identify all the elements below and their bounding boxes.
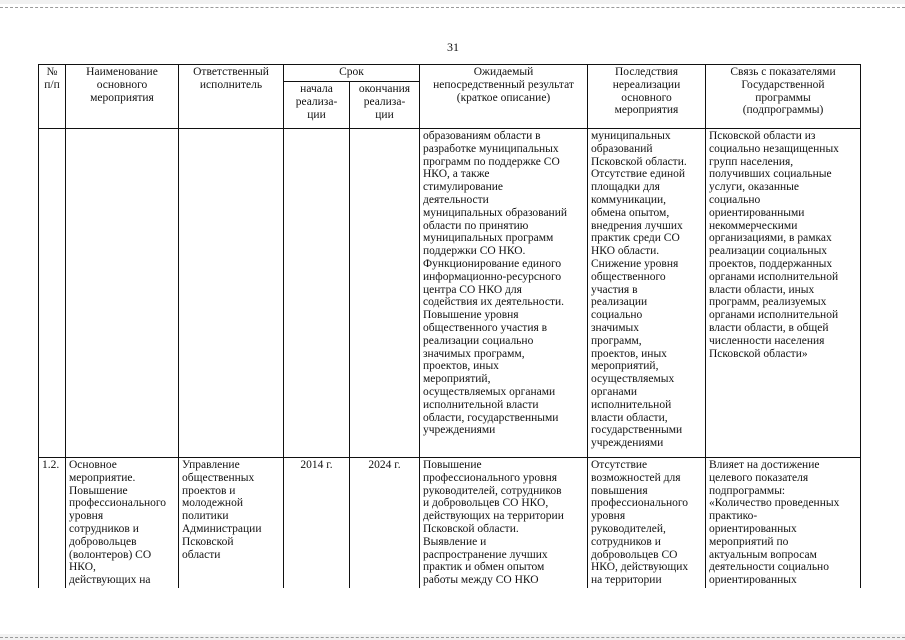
cell-result: Повышение профессионального уровня руководителей, сотрудников и добровольцев СО НКО, действующих на территории Псковской области. Выявление и распространение лучших практик и обмен опытом работы между СО НКО: [420, 458, 588, 588]
col-header-end: окончания реализа- ции: [350, 82, 420, 129]
cell-start: [284, 129, 350, 458]
col-header-link: Связь с показателями Государственной программы (подпрограммы): [706, 65, 861, 129]
table-row: [39, 129, 861, 458]
scan-edge-top: [0, 7, 905, 8]
cell-end: [350, 129, 420, 458]
col-header-start: начала реализа- ции: [284, 82, 350, 129]
col-header-result: Ожидаемый непосредственный результат (краткое описание): [420, 65, 588, 129]
cell-result: образованиям области в разработке муниципальных программ по поддержке СО НКО, а также стимулирование деятельности муниципальных образований области по принятию муниципальных программ поддержки СО НКО. Функционирование единого информационно-ресурсного центра СО НКО для содействия их деятельности. Повышение уровня общественного участия в реализации социально значимых программ, проектов, иных мероприятий, осуществляемых органами исполнительной власти области, государственными учреждениями: [420, 129, 588, 458]
cell-name: [66, 129, 179, 458]
col-header-name: Наименование основного мероприятия: [66, 65, 179, 129]
program-measures-table: [38, 64, 861, 588]
cell-consequences: муниципальных образований Псковской области. Отсутствие единой площадки для коммуникации, обмена опытом, внедрения лучших практик среди СО НКО области. Снижение уровня общественного участия в реализации социально значимых программ, проектов, иных мероприятий, осуществляемых органами исполнительной власти области, государственными учреждениями: [588, 129, 706, 458]
cell-consequences: Отсутствие возможностей для повышения профессионального уровня руководителей, сотрудников и добровольцев СО НКО, действующих на территории: [588, 458, 706, 588]
cell-name: Основное мероприятие. Повышение профессионального уровня сотрудников и добровольцев (волонтеров) СО НКО, действующих на: [66, 458, 179, 588]
col-header-num: № п/п: [39, 65, 66, 129]
cell-start: 2014 г.: [284, 458, 350, 588]
table-row: [39, 458, 861, 588]
cell-executor: Управление общественных проектов и молодежной политики Администрации Псковской области: [179, 458, 284, 588]
cell-num: 1.2.: [39, 458, 66, 588]
header-row: [39, 65, 861, 82]
document-page: [0, 4, 905, 634]
col-header-term: Срок: [284, 65, 420, 82]
page-number: 31: [447, 40, 459, 54]
col-header-consequences: Последствия нереализации основного мероприятия: [588, 65, 706, 129]
cell-end: 2024 г.: [350, 458, 420, 588]
cell-num: [39, 129, 66, 458]
cell-link: Влияет на достижение целевого показателя подпрограммы: «Количество проведенных практико- ориентированных мероприятий по актуальным вопросам деятельности социально ориентированных: [706, 458, 861, 588]
scan-edge-bottom: [0, 637, 905, 638]
cell-link: Псковской области из социально незащищенных групп населения, получивших социальные услуги, оказанные социально ориентированными некоммерческими организациями, в рамках реализации социальных проектов, поддержанных органами исполнительной власти области, иных программ, реализуемых органами исполнительной власти области, в общей численности населения Псковской области»: [706, 129, 861, 458]
cell-executor: [179, 129, 284, 458]
col-header-executor: Ответственный исполнитель: [179, 65, 284, 129]
